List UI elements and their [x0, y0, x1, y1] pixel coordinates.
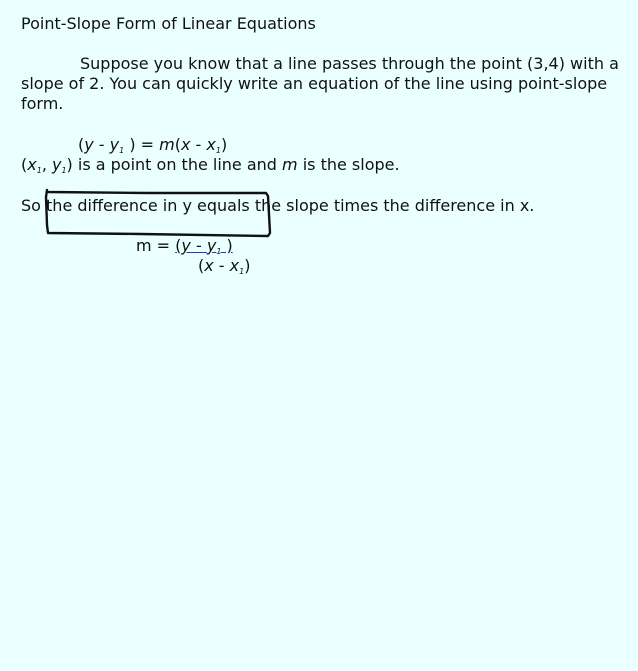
denominator-open-paren: ( — [198, 256, 205, 275]
formula-x1: x — [206, 135, 216, 154]
denominator-minus: - — [213, 256, 230, 275]
denominator-x1: x — [229, 256, 240, 275]
formula-x1-subscript: 1 — [215, 146, 221, 155]
formula-m: m — [159, 135, 175, 154]
slope-numerator — [175, 236, 233, 255]
numerator-close-paren: ) — [221, 236, 233, 255]
formula-paren-close: ) — [220, 135, 228, 154]
formula-open-paren: ( — [78, 135, 85, 154]
formula-y1-subscript: 1 — [119, 146, 125, 155]
definition-comma: , — [41, 155, 52, 174]
definition-text-1: ) is a point on the line and — [66, 155, 283, 174]
definition-y1-subscript: 1 — [61, 166, 67, 175]
denominator-close-paren: ) — [244, 256, 251, 275]
numerator-y1-subscript: 1 — [216, 247, 222, 256]
numerator-minus: - — [190, 236, 207, 255]
formula-y1: y — [109, 135, 120, 154]
definition-line — [21, 155, 400, 181]
numerator-open-paren: ( — [175, 236, 182, 255]
numerator-y: y — [181, 236, 191, 255]
denominator-x1-subscript: 1 — [239, 267, 245, 276]
definition-text-2: is the slope. — [297, 155, 400, 174]
formula-minus-1: - — [93, 135, 110, 154]
formula-x: x — [180, 135, 191, 154]
definition-m: m — [282, 155, 298, 174]
page-title: Point-Slope Form of Linear Equations — [21, 14, 316, 33]
slope-lhs: m = — [136, 236, 176, 255]
definition-x1: x — [27, 155, 37, 174]
definition-y1: y — [51, 155, 62, 174]
paragraph-line-2: slope of 2. You can quickly write an equation of the line using point-slope — [21, 74, 608, 93]
definition-open-paren: ( — [21, 155, 28, 174]
denominator-x: x — [204, 256, 214, 275]
formula-equals: ) = — [124, 135, 160, 154]
summary-line: So the difference in y equals the slope times the difference in x. — [21, 196, 535, 215]
formula-paren-open: ( — [174, 135, 181, 154]
slope-fraction-denominator — [198, 256, 250, 282]
definition-x1-subscript: 1 — [36, 166, 42, 175]
numerator-y1: y — [206, 236, 217, 255]
paragraph-line-3: form. — [21, 94, 64, 113]
formula-y: y — [84, 135, 94, 154]
formula-minus-2: - — [190, 135, 207, 154]
paragraph-line-1: Suppose you know that a line passes through the point (3,4) with a — [80, 54, 619, 73]
